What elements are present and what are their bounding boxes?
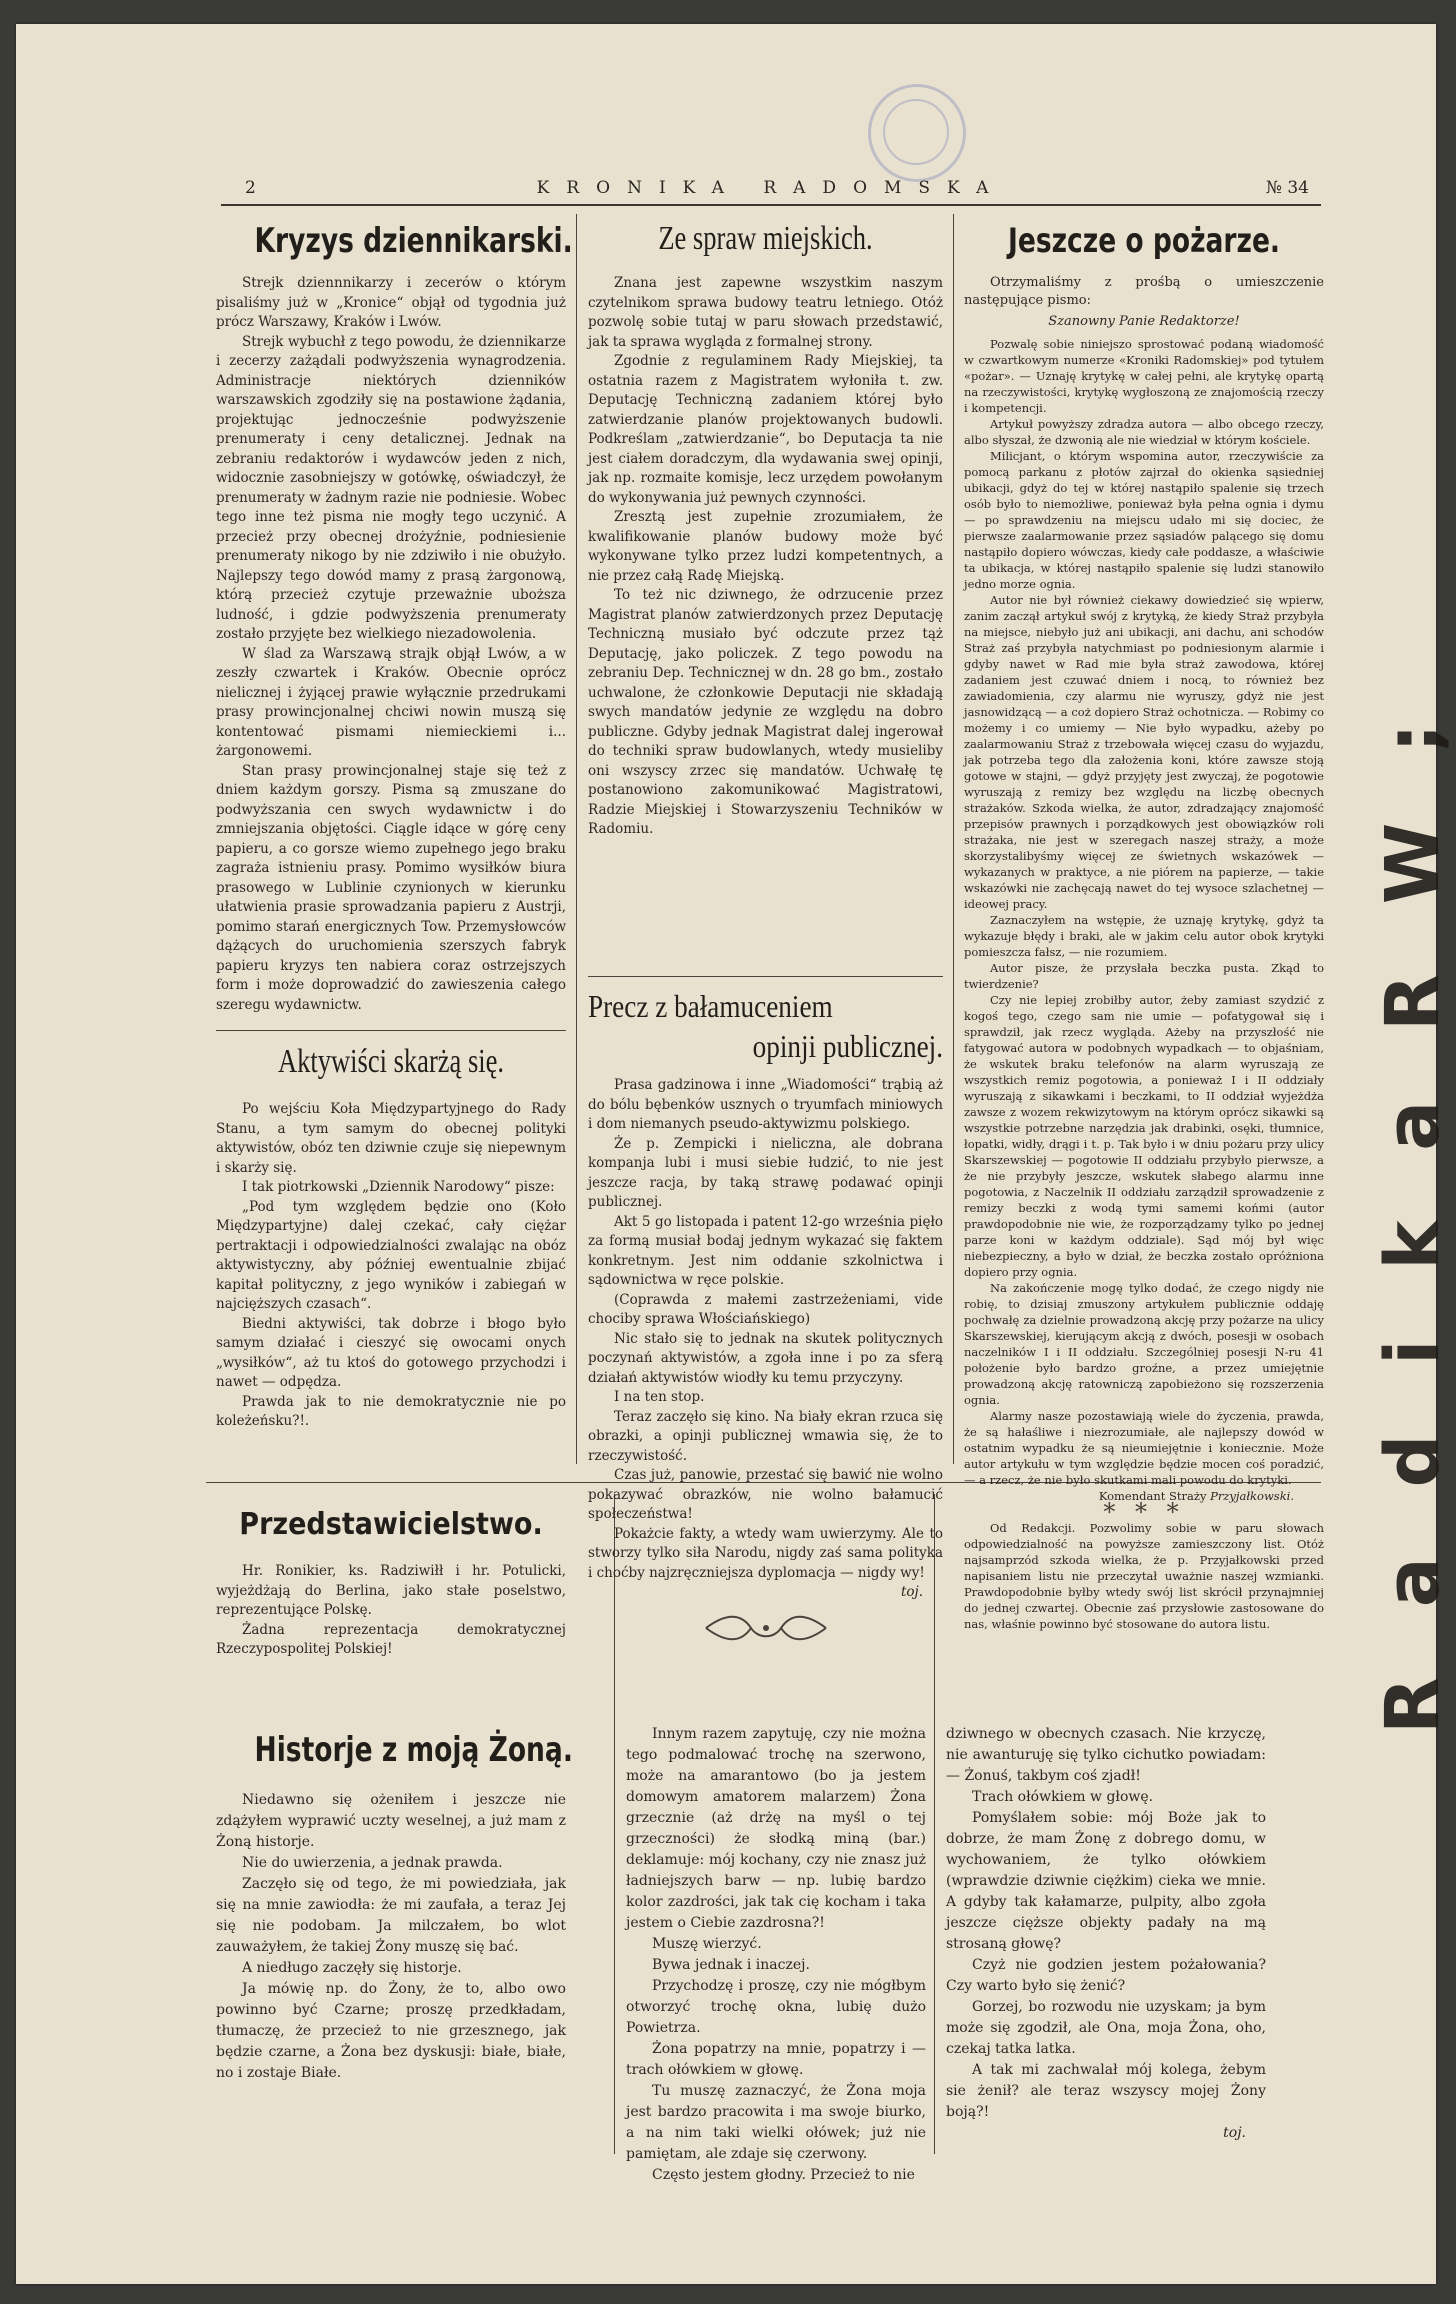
paragraph: W ślad za Warszawą strajk objął Lwów, a w zeszły czwartek i Kraków. Obecnie oprócz nielicznej i żyjącej prawie wyłącznie przedrukami prasy prowincjonalnej chciwi nowin muszą się kontentować pismami niemieckiemi i... żargonowemi. [216, 645, 566, 759]
paragraph: Na zakończenie mogę tylko dodać, że czego nigdy nie robię, to dzisiaj zmuszony artykułem publicznie oddaję pochwałę za dzielnie prowadzoną akcję przy pożarze na ulicy Skarszewskiej, kierującym akcją z dwóch, posesji w osobach naczelników I i II oddziału. Szczególniej posesji N-ru 41 położenie było bardzo groźne, a przez umiejętnie prowadzoną akcję ratowniczą zapobieżono się rozszerzenia ognia. [964, 1281, 1324, 1407]
headline-miejskie: Ze spraw miejskich. [658, 220, 873, 257]
article-rule [588, 976, 943, 977]
paragraph: Innym razem zapytuję, czy nie można tego podmalować trochę na szerwono, może na amarantowo (bo ja jestem domowym amatorem malarzem) Żona grzecznie (aż drżę na myśl o tej grzeczności) że słodką miną (bar.) deklamuje: mój kochany, czy nie znasz już ładniejszych barw — np. lubię bardzo kolor zazdrości, jak tak cię kocham i taka jestem o Ciebie zazdrosna?! [626, 1726, 926, 1931]
headline-precz-line1: Precz z bałamuceniem [588, 988, 833, 1024]
paragraph: Zaczęło się od tego, że mi powiedziała, jak się na mnie zawiodła: że mi zaufała, a teraz Jej się nie podobam. Ja milczałem, bo wlot zauważyłem, że takiej Żony muszę się bać. [216, 1876, 566, 1955]
paragraph: Że p. Zempicki i nieliczna, ale dobrana kompanja lubi i musi siebie łudzić, to nie jest jeszcze racja, by taką strawę podawać opinji publicznej. [588, 1135, 943, 1210]
article-kryzys [216, 216, 573, 1015]
article-historje-col3 [946, 1724, 1266, 2144]
paragraph: Akt 5 go listopada i patent 12-go września pięło za formą musiał bodaj jednym wykazać się faktem konkretnym. Jest nim oddanie szkolnictwa i sądownictwa w ręce polskie. [588, 1213, 943, 1288]
article-historje-col1 [216, 1724, 573, 2084]
paragraph: Milicjant, o którym wspomina autor, rzeczywiście za pomocą parkanu z płotów zajrzał do okienka sąsiedniej ubikacji, gdyż do tej w której nastąpiło spalenie się trzech osób było to niemożliwe, ponieważ była pełna ognia i dymu — po sprawdzeniu na miejscu udało mi się dociec, że pierwsze zaalarmowanie przez sąsiadów palącego się domu nastąpiło dopiero wówczas, kiedy całe poddasze, a właściwie ta ubikacja, w której nastąpiło spalenie się ludzi stanowiło jedno morze ognia. [964, 449, 1324, 591]
headline-historje: Historje z moją Żoną. [254, 1730, 573, 1770]
paragraph: Tu muszę zaznaczyć, że Żona moja jest bardzo pracowita i ma swoje biurko, a na nim taki wielki ołówek; już nie pamiętam, ale zdaje się czerwony. [626, 2083, 926, 2162]
paragraph: To też nic dziwnego, że odrzucenie przez Magistrat planów zatwierdzonych przez Deputację Techniczną musiało być odczute przez tąż Deputację, jako policzek. Z tego powodu na zebraniu Dep. Technicznej w dn. 28 go bm., zostało uchwalone, że członkowie Deputacji nie składają swych mandatów jedynie ze względu na dobro publiczne. Gdyby jednak Magistrat dalej ingerował do techniki spraw budowlanych, wtedy musieliby oni wszyscy zrzec się mandatów. Uchwałę tę postanowiono zakomunikować Magistratowi, Radzie Miejskiej i Stowarzyszeniu Techników w Radomiu. [588, 587, 943, 837]
masthead-title: KRONIKA RADOMSKA [536, 178, 1006, 198]
article-przedstawicielstwo-body [216, 1562, 566, 1660]
headline-kryzys: Kryzys dziennikarski. [254, 221, 573, 261]
column-rule [576, 214, 577, 1464]
paragraph: Stan prasy prowincjonalnej staje się też z dniem każdym gorszy. Pisma są zmuszane do podwyższania cen swych wydawnictw i do zmniejszania objętości. Ciągle idące w górę ceny papieru, a co gorsze wiemo zupełnego jego braku zagraża istnieniu prasy. Pomimo wysiłków biura prasowego w Lublinie czynionych w kierunku ułatwienia prasie sprowadzania papieru z Austrji, pomimo starań energicznych Tow. Przemysłowców dążących do uruchomienia szerszych fabryk papieru kryzys ten nabiera coraz ostrzejszych form i może doprowadzić do zawieszenia całego szeregu wydawnictw. [216, 762, 566, 1013]
headline-aktywisci: Aktywiści skarżą się. [277, 1043, 505, 1080]
signature-name: Przyjałkowski. [1210, 1489, 1294, 1503]
library-stamp [868, 84, 966, 182]
paragraph: Nic stało się to jednak na skutek politycznych poczynań aktywistów, a zgoła inne i po za sferą działań aktywistów wiodły ku temu przyczyny. [588, 1330, 943, 1386]
ornament: * * * [1103, 1498, 1185, 1526]
paragraph: Często jestem głodny. Przecież to nie [652, 2167, 915, 2183]
paragraph: Gorzej, bo rozwodu nie uzyskam; ja bym może się zgodził, ale Ona, moja Żona, oho, czekaj tatka latka. [946, 1999, 1266, 2057]
column-rule [953, 214, 954, 1464]
signature: toj. [900, 1584, 923, 1600]
paragraph: Żona popatrzy na mnie, popatrzy i — trach ołówkiem w głowę. [626, 2041, 926, 2078]
salutation: Szanowny Panie Redaktorze! [1048, 314, 1240, 329]
paragraph: Hr. Ronikier, ks. Radziwiłł i hr. Potulicki, wyjeżdżają do Berlina, jako stałe poselstwo, reprezentujące Polskę. [216, 1563, 566, 1618]
paragraph: Ja mówię np. do Żony, że to, albo owo powinno być Czarne; proszę przedkładam, tłumaczę, że przecież to nie grzesznego, jak będzie czarne, a Żona bez dyskusji: białe, białe, no i zostaje Białe. [216, 1981, 566, 2081]
paragraph: A niedługo zaczęły się historje. [242, 1960, 462, 1976]
paragraph: Zgodnie z regulaminem Rady Miejskiej, ta ostatnia razem z Magistratem wyłoniła t. zw. Deputację Techniczną zadaniem której było zatwierdzanie planów projektowanych budowli. Podkreślam „zatwierdzanie“, bo Deputacja ta nie jest ciałem doradczym, dla wydawania swej opinji, jak np. rozmaite komisje, lecz urzędem powołanym do wykonywania już pewnych czynności. [588, 353, 943, 506]
paragraph: Zaznaczyłem na wstępie, że uznaję krytykę, gdyż ta wykazuje błędy i braki, ale w jakim celu autor obok krytyki pomieszcza fałsz, — nie rozumiem. [964, 913, 1324, 959]
paragraph: (Coprawda z małemi zastrzeżeniami, vide chociby sprawa Włościańskiego) [588, 1291, 943, 1327]
paragraph: Pozwalę sobie niniejszo sprostować podaną wiadomość w czwartkowym numerze «Kroniki Radomskiej» pod tytułem «pożar». — Uznaję krytykę w całej pełni, ale krytykę opartą na rzeczywistości, krytykę wygłoszoną ze znajomością rzeczy i kompetencji. [964, 337, 1324, 415]
masthead-bar [221, 176, 1321, 206]
paragraph: Biedni aktywiści, tak dobrze i błogo było samym działać i cieszyć się owocami onych „wysiłków“, aż tu ktoś do gotowego przychodzi i nawet — odpędza. [216, 1315, 566, 1390]
article-precz [588, 986, 943, 1651]
paragraph: Teraz zaczęło się kino. Na biały ekran rzuca się obrazki, a opinji publicznej wmawia się, że to rzeczywistość. [588, 1408, 943, 1464]
article-pozar [964, 216, 1324, 1632]
redakcja-note: Od Redakcji. Pozwolimy sobie w paru słowach odpowiedzialność na powyższe zamieszczony list. Otóż najsamprzód szkoda wielka, że p. Przyjałkowski przed napisaniem listu nie przeczytał uważnie naszej wzmianki. Prawdopodobnie byłby wtedy swój list skrócił przynajmniej do jednej czwartej. Obecnie zaś przysłowie zastosowane do nas, właśnie powinno być stosowane do autora listu. [964, 1521, 1324, 1631]
paragraph: Czyż nie godzien jestem pożałowania? Czy warto było się żenić? [946, 1957, 1266, 1994]
paragraph: Pokażcie fakty, a wtedy wam uwierzymy. Ale to stworzy tylko siła Narodu, nigdy zaś sama polityka i choćby najzręczniejsza dyplomacja — nigdy wy! [588, 1525, 943, 1581]
signature-label: Komendant Straży [1098, 1489, 1207, 1503]
paragraph: Czy nie lepiej zrobiłby autor, żeby zamiast szydzić z kogoś tego, czego sam nie umie — pofatygował się i sprawdził, jak rzecz wygląda. Ażeby na przyszłość nie fatygować autora w podobnych wypadkach — to objaśniam, że wskutek braku telefonów na alarm wyruszają ze wszystkich remiz pogotowia, a ponieważ I i II oddziały wyruszają z sikawkami i beczkami, to II oddział wyjeżdża zawsze z wozem rekwizytowym na którym oprócz sikawki są wszystkie potrzebne narzędzia jak drabinki, osęki, tłumnice, łopatki, widły, drągi i t. p. Tak było i w dniu pożaru przy ulicy Skarszewskiej — pogotowie II oddziału przybyło pierwsze, a że nie przybyły jeszcze, wskutek słabego alarmu inne pogotowia, z Naczelnik II oddziału zarządził sprowadzenie z remizy beczki z wodą tymi samemi końmi (autor prawdopodobnie nie wie, że rozporządzamy tylko po jednej parze koni w każdym oddziale). Sąd mój był więc niebezpieczny, a było w dział, że beczka zostało opróżniona dopiero przy ognia. [964, 993, 1324, 1279]
paragraph: Prawda jak to nie demokratycznie nie po koleżeńsku?!. [216, 1393, 566, 1429]
paragraph: Niedawno się ożeniłem i jeszcze nie zdążyłem wyprawić uczty weselnej, a już mam z Żoną historje. [216, 1792, 566, 1850]
paragraph: „Pod tym względem będzie ono (Koło Międzypartyjne) dalej czekać, cały ciężar pertraktacji i odpowiedzialności zwalając na obóz aktywistyczny, aby później ewentualnie zbijać kapitał polityczny, z jego wyników i zabiegań w najcięższych czasach“. [216, 1198, 566, 1312]
intro: Otrzymaliśmy z prośbą o umieszczenie następujące pismo: [964, 275, 1324, 308]
paragraph: Autor nie był również ciekawy dowiedzieć się wpierw, zanim zaczął artykuł swój z krytyką, że kiedy Straż przybyła na miejsce, niebyło już ani ubikacji, ani dachu, ani schodów Straż zaś przybyła natychmiast po podniesionym alarmie i gdyby nawet w Rad mie była straż zawodowa, której zadaniem jest czuwać dniem i nocą, to również bez zawiadomienia, czy alarmu nie wyruszy, gdyż nie jest jasnowidzącą — a coż dopiero Straż ochotnicza. — Robimy co możemy i co umiemy — Nie było wypadku, ażeby po zaalarmowaniu Straż z trzebowała więcej czasu do wyjazdu, jak potrzeba tego dla założenia koni, które zawsze stoją gotowe w stajni, — gdyż przyjęty jest zwyczaj, że pogotowie wyruszają z remizy bez względu na liczbę obecnych strażaków. Szkoda wielka, że autor, zdradzający znajomość przepisów prawnych i porządkowych jest obowiązków roli strażaka, nie jest w szeregach naszej straży, a może skorzystalibyśmy więcej ze świetnych wskazówek — wykazanych w praktyce, a nie piórem na papierze, — takie wskazówki nie zachęcają nawet do tej wysoce szlachetnej — ideowej pracy. [964, 593, 1324, 911]
bleed-through-text: R a d i k a R W ; [1370, 701, 1456, 1734]
paragraph: dziwnego w obecnych czasach. Nie krzyczę, nie awanturuję się tylko cichutko powiadam: — Żonuś, takbym coś zjadł! [946, 1726, 1266, 1784]
paragraph: A tak mi zachwalał mój kolega, żebym sie żenił? ale teraz wszyscy mojej Żony boją?! [946, 2062, 1266, 2120]
page-number: 2 [245, 178, 256, 198]
paragraph: Czas już, panowie, przestać się bawić nie wolno pokazywać obrazków, nie wolno bałamucić społeczeństwa! [588, 1467, 943, 1522]
paragraph: Znana jest zapewne wszystkim naszym czytelnikom sprawa budowy teatru letniego. Otóż pozwolę sobie tutaj w paru słowach przedstawić, jak ta sprawa wygląda z formalnej strony. [588, 275, 943, 350]
paragraph: Alarmy nasze pozostawiają wiele do życzenia, prawda, że są hałaśliwe i niezrozumiałe, ale najlepszy dowód w ostatnim wypadku że są nieumiejętnie i koniecznie. Może autor artykułu w tym względzie będzie mocen coś poradzić, — a rzecz, że nie było skutkami mali powodu do krytyki. [964, 1409, 1324, 1487]
newspaper-page [16, 24, 1456, 2284]
paragraph: Nie do uwierzenia, a jednak prawda. [242, 1855, 503, 1871]
paragraph: Artykuł powyższy zdradza autora — albo obcego rzeczy, albo słyszał, że dzwonią ale nie wiedział w którym kościele. [964, 417, 1324, 447]
paragraph: Przychodzę i proszę, czy nie mógłbym otworzyć trochę okna, lubię dużo Powietrza. [626, 1978, 926, 2036]
article-miejskie [588, 216, 943, 840]
paragraph: Trach ołówkiem w głowę. [972, 1789, 1154, 1805]
paragraph: Po wejściu Koła Międzypartyjnego do Rady Stanu, a tym samym do obecnej polityki aktywistów, obóz ten dziwnie czuje się niepewnym i skarży się. [216, 1101, 566, 1176]
headline-przedstawicielstwo: Przedstawicielstwo. [239, 1507, 543, 1542]
paragraph: Strejk dziennnikarzy i zecerów o którym pisaliśmy już w „Kronice“ objął od tygodnia już prócz Warszawy, Kraków i Lwów. [216, 275, 566, 330]
paragraph: I tak piotrkowski „Dziennik Narodowy“ pisze: [242, 1179, 555, 1195]
signature: toj. [1223, 2125, 1246, 2141]
paragraph: Bywa jednak i inaczej. [652, 1957, 810, 1973]
paragraph: Prasa gadzinowa i inne „Wiadomości“ trąbią aż do bólu bębenków usznych o tryumfach miniowych i dom niemanych pseudo-aktywizmu polskiego. [588, 1077, 943, 1132]
paragraph: Autor pisze, że przysłała beczka pusta. Zkąd to twierdzenie? [964, 961, 1324, 991]
paragraph: Strejk wybuchł z tego powodu, że dziennikarze i zecerzy zażądali podwyższenia wynagrodzenia. Administracje niektórych dzienników warszawskich zgodziły się na postawione żądania, projektując jednocześnie podwyższenie prenumeraty i ceny detalicznej. Jednak na zebraniu redaktorów i wydawców jeden z nich, widocznie zasobniejszy w gotówkę, oświadczył, że prenumeraty w żadnym razie nie podniesie. Wobec tego inne też pisma nie mogły tego uczynić. A przecież przy obecnej drożyźnie, podniesienie prenumeraty nikogo by nie zdziwiło i nie obużyło. Najlepszy tego dowód mamy z prasą żargonową, którą przecież czytuje przeważnie uboższa ludność, i gdzie podwyższenia prenumeraty zostało przyjęte bez wielkiego niezadowolenia. [216, 333, 566, 642]
ornament-icon [588, 1611, 943, 1652]
paragraph: Żadna reprezentacja demokratycznej Rzeczypospolitej Polskiej! [216, 1621, 566, 1657]
article-rule [216, 1030, 566, 1031]
headline-precz-line2: opinji publicznej. [752, 1028, 943, 1064]
issue-number: № 34 [1265, 178, 1309, 198]
paragraph: Muszę wierzyć. [652, 1936, 762, 1952]
paragraph: Zresztą jest zupełnie zrozumiałem, że kwalifikowanie planów budowy może być wykonywane tylko przez ludzi kompetentnych, a nie przez całą Radę Miejską. [588, 509, 943, 584]
paragraph: Pomyślałem sobie: mój Boże jak to dobrze, że mam Żonę z dobrego domu, w wychowaniem, że tylko ołówkiem (wprawdzie dziwnie ciężkim) cieka we mnie. A gdyby tak kałamarze, pulpity, albo zgoła jeszcze cięższe objekty padały na mą strosaną głowę? [946, 1810, 1266, 1952]
article-przedstawicielstwo [216, 1502, 566, 1548]
article-historje-col2 [626, 1724, 926, 2186]
article-aktywisci [216, 1038, 566, 1432]
paragraph: I na ten stop. [614, 1389, 705, 1405]
headline-pozar: Jeszcze o pożarze. [1007, 221, 1281, 261]
